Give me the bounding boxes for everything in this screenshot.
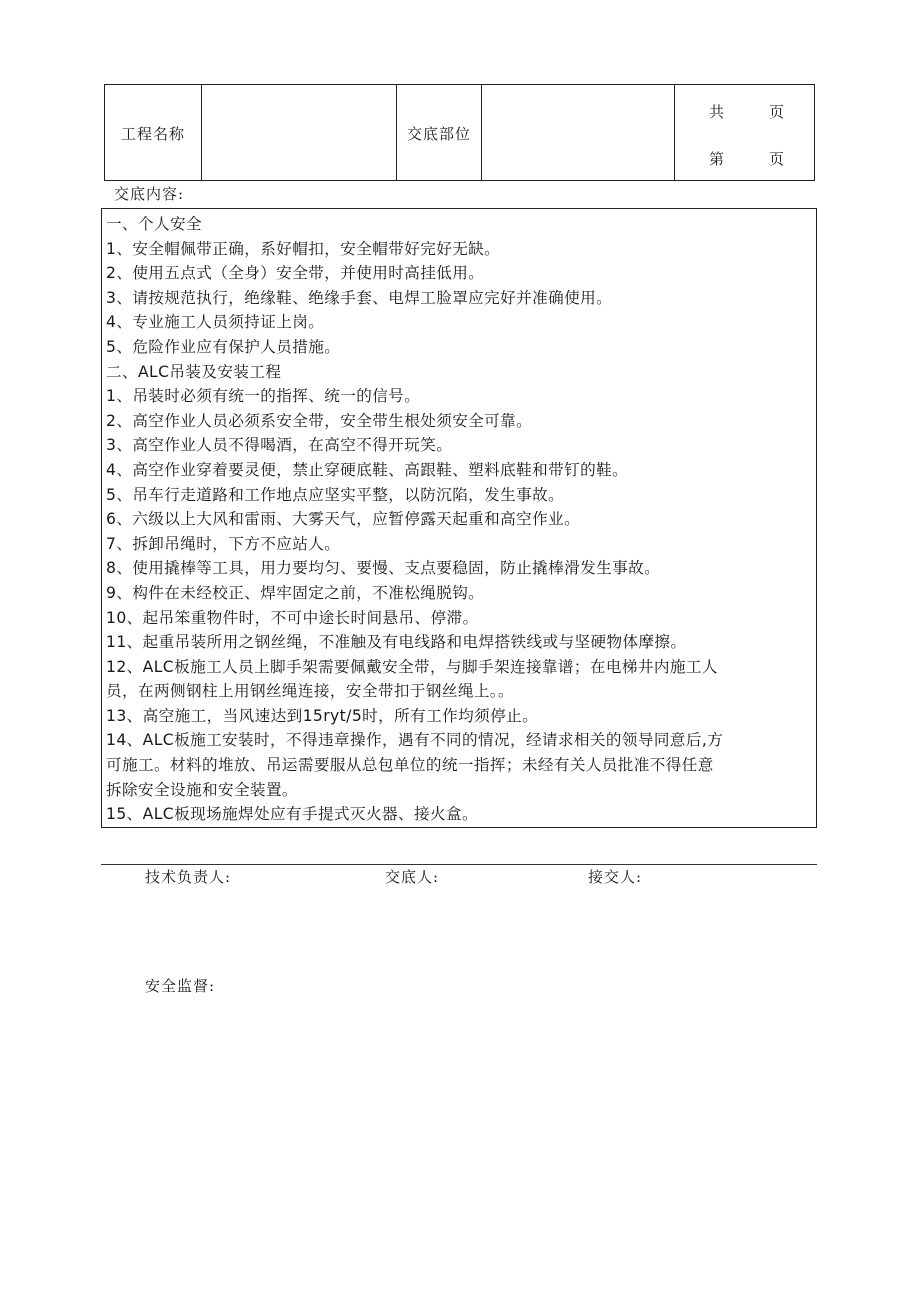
safety-supervisor-label: 安全监督: (145, 977, 216, 995)
content-line: 1、吊装时必须有统一的指挥、统一的信号。 (106, 387, 421, 406)
content-line: 10、起吊笨重物件时，不可中途长时间悬吊、停滞。 (106, 608, 479, 627)
content-line: 二、ALC吊装及安装工程 (106, 362, 282, 381)
content-line: 一、个人安全 (106, 215, 202, 233)
location-label: 交底部位 (406, 125, 471, 143)
content-caption: 交底内容: (114, 185, 185, 203)
content-line: 15、ALC板现场施焊处应有手提式灭火器、接火盒。 (106, 805, 478, 824)
content-line: 5、危险作业应有保护人员措施。 (106, 337, 341, 356)
signature-divider (101, 864, 817, 865)
content-line: 14、ALC板施工安装时，不得违章操作，遇有不同的情况，经请求相关的领导同意后,方 (106, 731, 724, 750)
header-table (104, 84, 815, 181)
discloser-label: 交底人: (385, 868, 440, 886)
content-line: 1、安全帽佩带正确，系好帽扣，安全帽带好完好无缺。 (106, 239, 501, 258)
page-no-suffix: 页 (769, 150, 785, 168)
total-pages-prefix: 共 (709, 103, 725, 121)
page-count-cell (675, 85, 814, 180)
content-line: 2、高空作业人员必须系安全带，安全带生根处须安全可靠。 (106, 411, 533, 430)
receiver-label: 接交人: (588, 868, 643, 886)
content-line: 13、高空施工，当风速达到15ryt/5时，所有工作均须停止。 (106, 706, 539, 725)
content-line: 可施工。材料的堆放、吊运需要服从总包单位的统一指挥；未经有关人员批准不得任意 (106, 756, 714, 775)
content-line: 4、高空作业穿着要灵便，禁止穿硬底鞋、高跟鞋、塑料底鞋和带钉的鞋。 (106, 460, 629, 479)
content-line: 2、使用五点式（全身）安全带，并使用时高挂低用。 (106, 264, 485, 283)
content-box (101, 208, 817, 828)
location-label-cell (397, 85, 482, 180)
project-name-value-cell[interactable] (202, 85, 397, 180)
content-line: 11、起重吊装所用之钢丝绳，不准触及有电线路和电焊搭铁线或与坚硬物体摩擦。 (106, 633, 687, 652)
content-line: 9、构件在未经校正、焊牢固定之前，不准松绳脱钩。 (106, 583, 485, 602)
project-name-label-cell (105, 85, 202, 180)
content-line: 3、高空作业人员不得喝酒，在高空不得开玩笑。 (106, 436, 453, 455)
content-line: 6、六级以上大风和雷雨、大雾天气，应暂停露天起重和高空作业。 (106, 510, 581, 529)
content-line: 12、ALC板施工人员上脚手架需要佩戴安全带，与脚手架连接靠谱；在电梯井内施工人 (106, 657, 718, 676)
content-line: 员，在两侧钢柱上用钢丝绳连接，安全带扣于钢丝绳上。。 (106, 682, 515, 701)
content-line: 8、使用撬棒等工具，用力要均匀、要慢、支点要稳固，防止撬棒滑发生事故。 (106, 559, 661, 578)
project-name-label: 工程名称 (120, 125, 185, 143)
location-value-cell[interactable] (482, 85, 675, 180)
content-line: 拆除安全设施和安全装置。 (106, 780, 298, 799)
technical-lead-label: 技术负责人: (145, 868, 232, 886)
page-no-prefix: 第 (709, 150, 725, 168)
content-line: 3、请按规范执行，绝缘鞋、绝缘手套、电焊工脸罩应完好并准确使用。 (106, 288, 613, 307)
content-line: 4、专业施工人员须持证上岗。 (106, 313, 325, 332)
content-line: 5、吊车行走道路和工作地点应坚实平整，以防沉陷，发生事故。 (106, 485, 565, 504)
content-line: 7、拆卸吊绳时，下方不应站人。 (106, 534, 341, 553)
total-pages-suffix: 页 (769, 103, 785, 121)
